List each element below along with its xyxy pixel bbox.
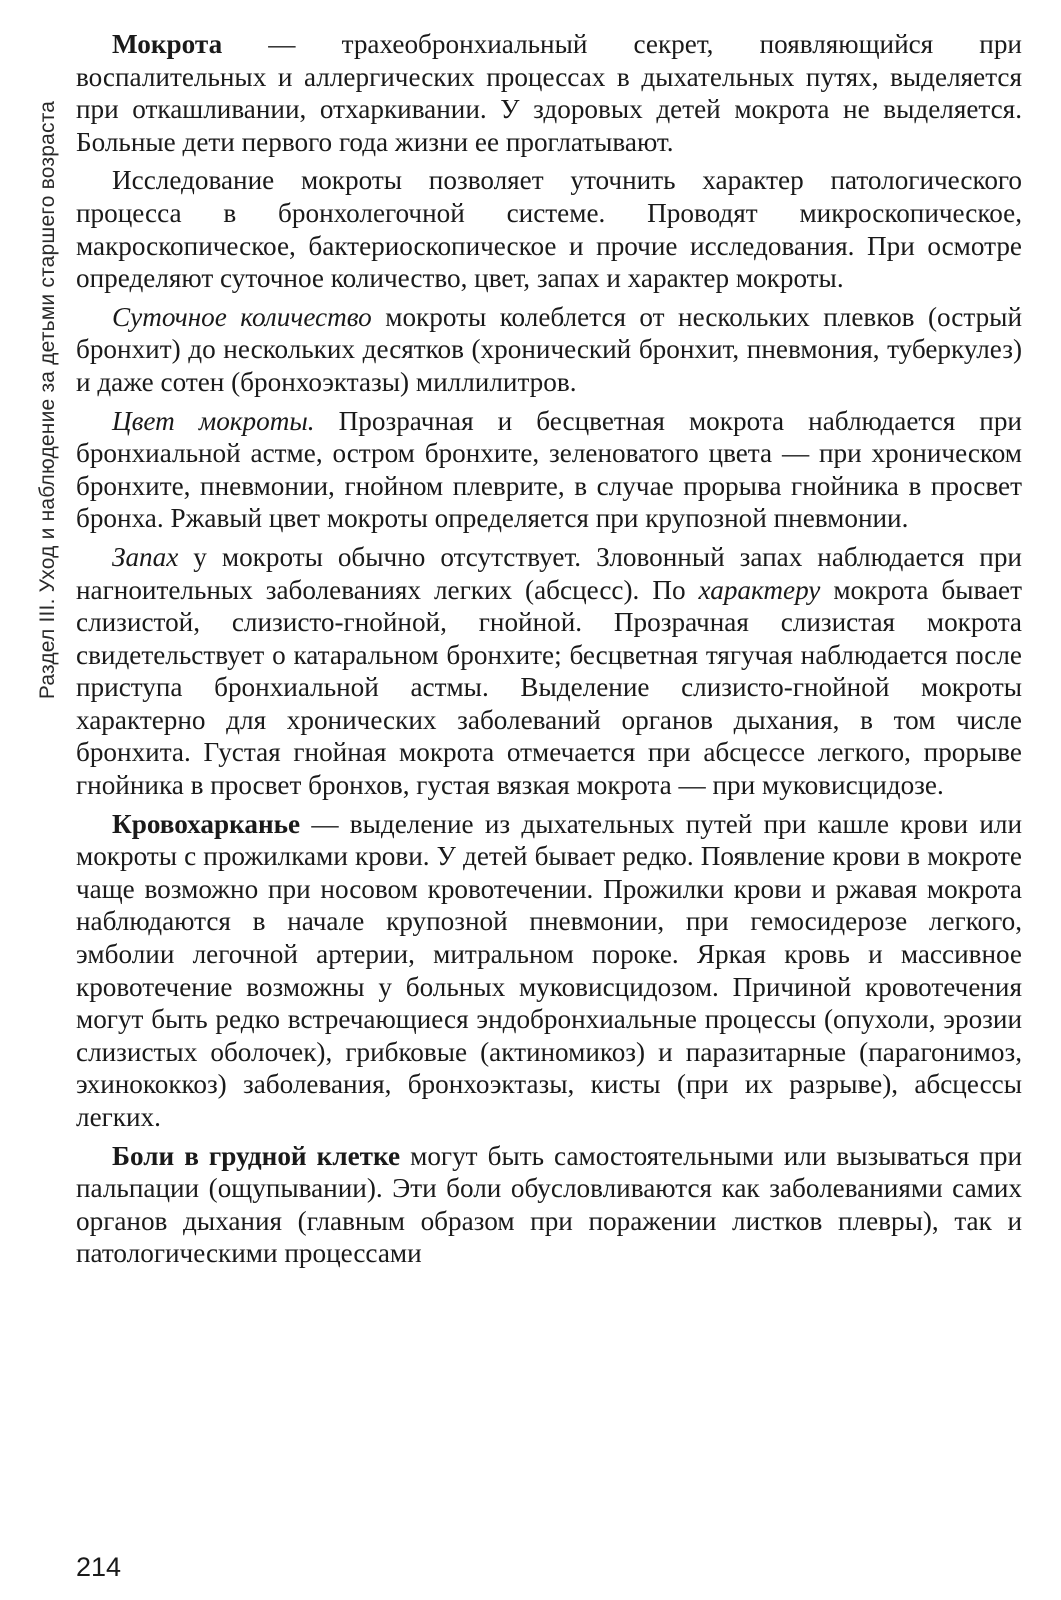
paragraph-sputum: Мокрота — трахеобронхиальный секрет, появляющийся при воспалительных и аллергических процессах в дыхательных путях, выделяется при откашливании, отхаркивании. У здоровых детей мокрота не выделяется. Больные дети первого года жизни ее проглатывают.	[76, 29, 1022, 157]
running-head-text: Раздел III. Уход и наблюдение за детьми старшего возраста	[36, 100, 60, 700]
paragraph-chest-pain: Боли в грудной клетке могут быть самостоятельными или вызываться при пальпации (ощупывании). Эти боли обусловливаются как заболеваниями самих органов дыхания (главным образом при поражении листков плевры), так и патологическими процессами	[76, 1140, 1022, 1269]
term-sputum: Мокрота	[112, 29, 223, 59]
page-body	[76, 28, 1022, 1276]
subterm-daily-amount: Суточное количество	[112, 301, 372, 332]
paragraph-daily-amount: Суточное количество мокроты колеблется от нескольких плевков (острый бронхит) до нескольких десятков (хронический бронхит, пневмония, туберкулез) и даже сотен (бронхоэктазы) миллилитров.	[76, 301, 1022, 397]
page-number: 214	[76, 1552, 122, 1582]
paragraph-sputum-study: Исследование мокроты позволяет уточнить характер патологического процесса в бронхолегочной системе. Проводят микроскопическое, макроскопическое, бактериоскопическое и прочие исследования. При осмотре определяют суточное количество, цвет, запах и характер мокроты.	[76, 165, 1022, 294]
subterm-character: характеру	[698, 574, 821, 605]
paragraph-smell-character: Запах у мокроты обычно отсутствует. Зловонный запах наблюдается при нагноительных заболеваниях легких (абсцесс). По характеру мокрота бывает слизистой, слизисто-гнойной, гнойной. Прозрачная слизистая мокрота свидетельствует о катаральном бронхите; бесцветная тягучая наблюдается после приступа бронхиальной астмы. Выделение слизисто-гнойной мокроты характерно для хронических заболеваний органов дыхания, в том числе бронхита. Густая гнойная мокрота отмечается при абсцессе легкого, прорыве гнойника в просвет бронхов, густая вязкая мокрота — при муковисцидозе.	[76, 541, 1023, 801]
subterm-smell: Запах	[112, 541, 179, 572]
running-head	[26, 30, 70, 770]
paragraph-sputum-color: Цвет мокроты. Прозрачная и бесцветная мокрота наблюдается при бронхиальной астме, остром бронхите, зеленоватого цвета — при хроническом бронхите, пневмонии, гнойном плеврите, в случае прорыва гнойника в просвет бронха. Ржавый цвет мокроты определяется при крупозной пневмонии.	[76, 405, 1022, 534]
term-hemoptysis: Кровохарканье	[112, 808, 301, 839]
paragraph-hemoptysis: Кровохарканье — выделение из дыхательных путей при кашле крови или мокроты с прожилками крови. У детей бывает редко. Появление крови в мокроте чаще возможно при носовом кровотечении. Прожилки крови и ржавая мокрота наблюдаются в начале крупозной пневмонии, при гемосидерозе легкого, эмболии легочной артерии, митральном пороке. Яркая кровь и массивное кровотечение возможны у больных муковисцидозом. Причиной кровотечения могут быть редко встречающиеся эндобронхиальные процессы (опухоли, эрозии слизистых оболочек), грибковые (актиномикоз) и паразитарные (парагонимоз, эхинококкоз) заболевания, бронхоэктазы, кисты (при их разрыве), абсцессы легких.	[76, 808, 1022, 1132]
subterm-color: Цвет мокроты.	[112, 405, 315, 436]
term-chest-pain: Боли в грудной клетке	[112, 1140, 401, 1171]
